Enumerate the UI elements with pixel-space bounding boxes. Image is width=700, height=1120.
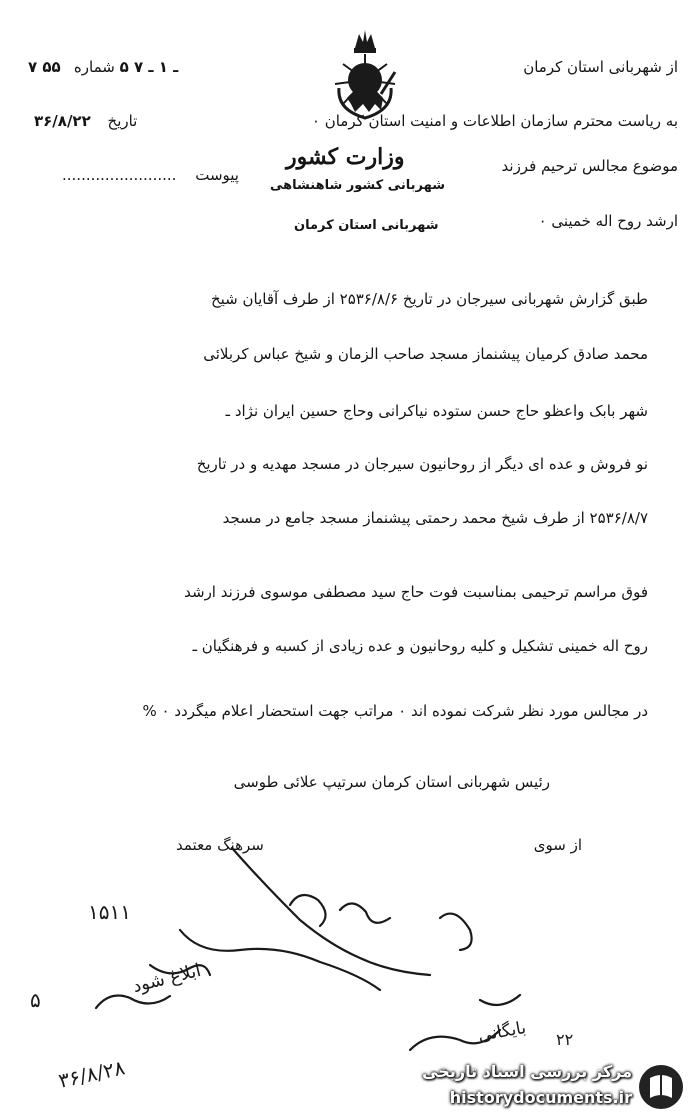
handwritten-note: ابلاغ شود: [130, 959, 204, 998]
subject-continuation: ارشد روح اله خمینی ۰: [538, 212, 678, 230]
letterhead-sub1: شهربانی کشور شاهنشاهی: [270, 178, 445, 193]
date-field: [34, 112, 137, 130]
body-line-8: در مجالس مورد نظر شرکت نموده اند ۰ مراتب جهت استحضار اعلام میگردد ۰ %: [142, 702, 648, 720]
from-line: از شهربانی استان کرمان: [523, 58, 678, 76]
signature-left-label: سرهنگ معتمد: [176, 836, 264, 854]
date-value: ۳۶/۸/۲۲: [34, 112, 91, 130]
subject-line: موضوع مجالس ترحیم فرزند: [501, 157, 678, 175]
attachment-label: پیوست: [195, 166, 239, 184]
letterhead-sub2: شهربانی استان کرمان: [294, 218, 439, 233]
ministry-title: وزارت کشور: [286, 144, 405, 170]
body-line-1: طبق گزارش شهربانی سیرجان در تاریخ ۲۵۳۶/۸/۶ از طرف آقایان شیخ: [210, 290, 648, 308]
number-label: شماره: [73, 58, 115, 76]
handwritten-mark-2: ۲۲: [556, 1030, 574, 1049]
watermark: [390, 1058, 690, 1116]
number-value: ۷ ۵۵ ـ ۱ ـ ۷ ۵: [28, 58, 179, 76]
handwritten-note-2: بایگانی: [476, 1017, 528, 1047]
archive-logo-icon: [636, 1062, 686, 1112]
body-line-7: روح اله خمینی تشکیل و کلیه روحانیون و عده زیادی از کسبه و فرهنگیان ـ: [192, 637, 648, 655]
number-field: [28, 58, 178, 76]
attachment-field: [62, 166, 239, 184]
watermark-title: مرکز بررسی اسناد تاریخی: [422, 1062, 632, 1081]
watermark-url: historydocuments.ir: [449, 1088, 632, 1107]
emblem-lion-sun-icon: [325, 28, 405, 124]
attachment-dots: ........................: [62, 166, 177, 184]
body-line-3: شهر بابک واعظو حاج حسن ستوده نیاکرانی وحاج حسین ایران نژاد ـ: [225, 402, 648, 420]
handwritten-number: ۱۵۱۱: [88, 900, 131, 924]
handwritten-date: ۳۶/۸/۲۸: [56, 1055, 127, 1093]
body-line-4: نو فروش و عده ای دیگر از روحانیون سیرجان در مسجد مهدیه و در تاریخ: [196, 455, 648, 473]
body-line-6: فوق مراسم ترحیمی بمناسبت فوت حاج سید مصطفی موسوی فرزند ارشد: [184, 583, 648, 601]
date-label: تاریخ: [107, 112, 138, 130]
to-line: به ریاست محترم سازمان اطلاعات و امنیت استان کرمان ۰: [311, 112, 678, 130]
signature-right-label: از سوی: [533, 836, 582, 854]
signature-title: رئیس شهربانی استان کرمان سرتیپ علائی طوسی: [233, 773, 550, 791]
body-line-5: ۲۵۳۶/۸/۷ از طرف شیخ محمد رحمتی پیشنماز مسجد جامع در مسجد: [222, 509, 648, 527]
body-line-2: محمد صادق کرمیان پیشنماز مسجد صاحب الزمان و شیخ عباس کربلائی: [203, 345, 648, 363]
handwritten-mark: ۵: [30, 988, 41, 1012]
